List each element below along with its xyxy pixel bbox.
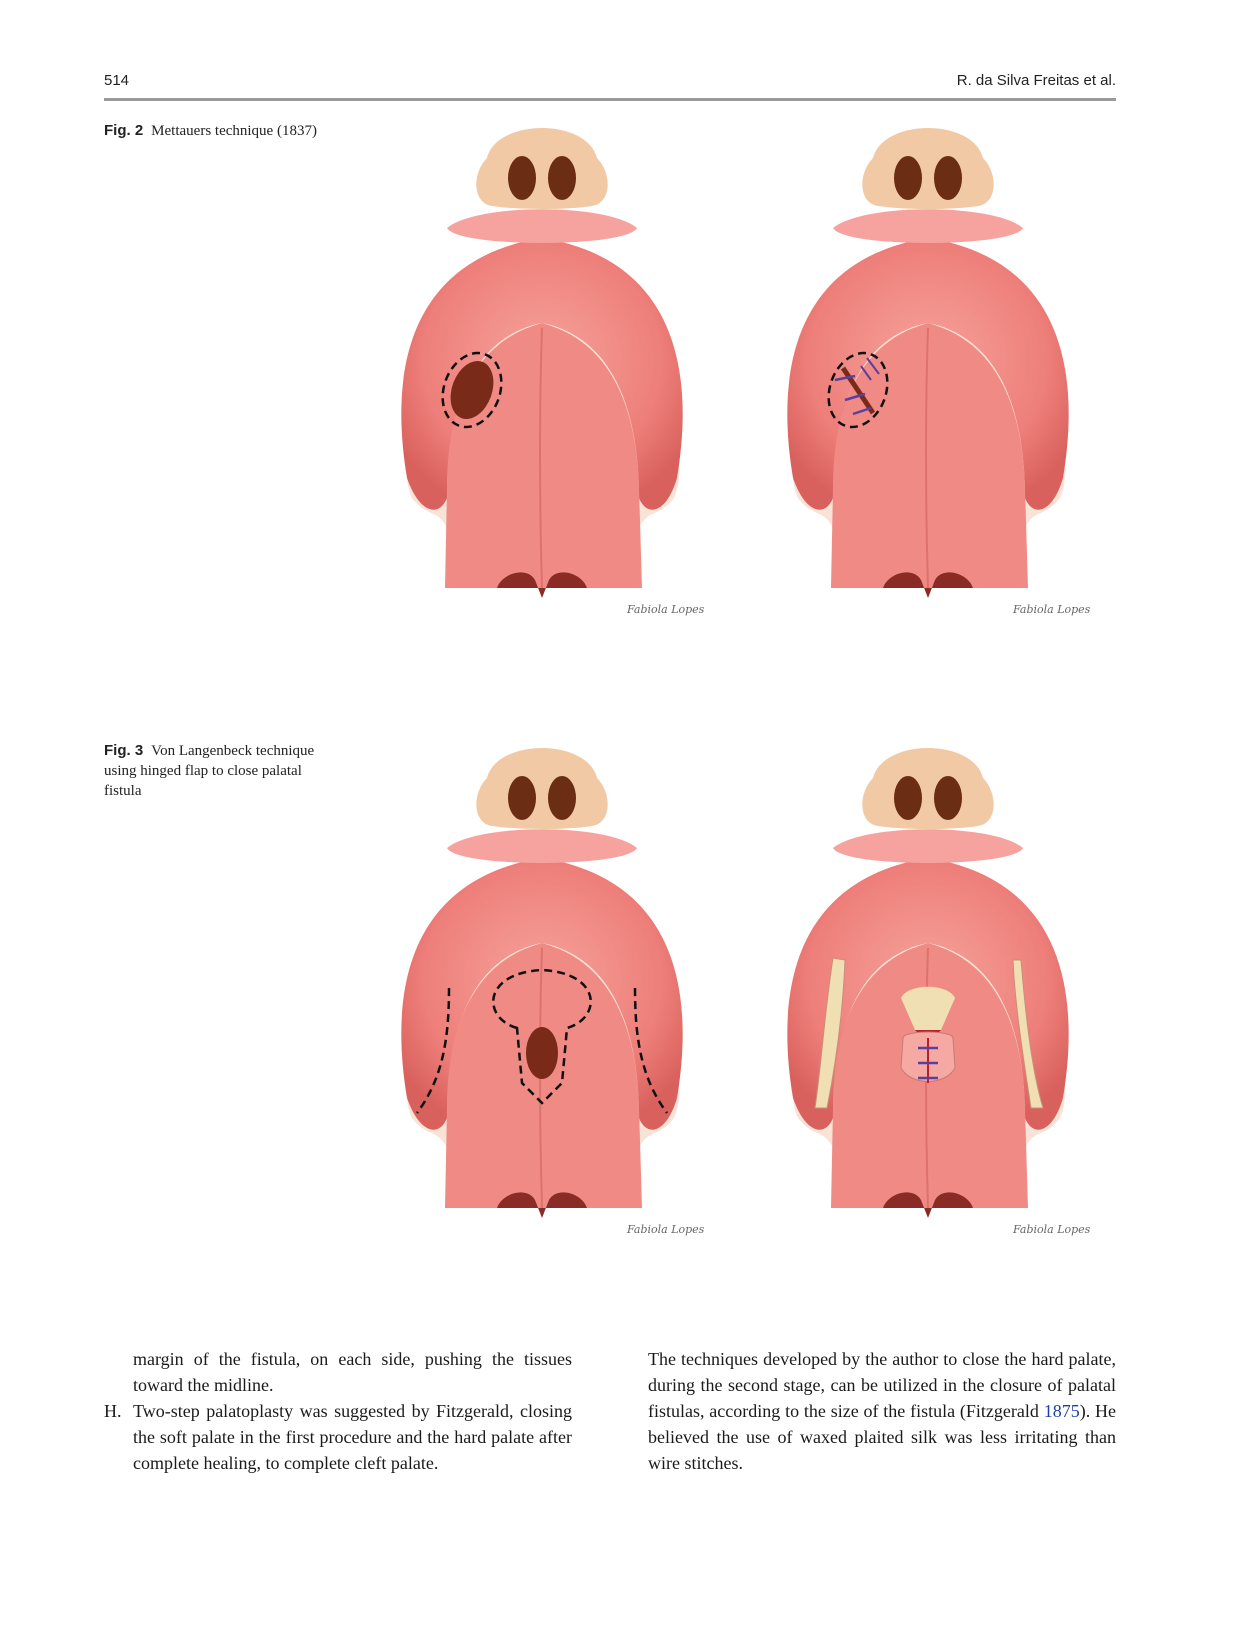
figure-3-panel-before — [377, 738, 707, 1298]
running-head — [104, 72, 1116, 98]
paragraph-text-after-ref: ). He believed the use of waxed plaited silk was less irritating than wire stitches. — [648, 1401, 1116, 1473]
figure-3-panel-after — [763, 738, 1093, 1298]
body-paragraph — [648, 1346, 1116, 1476]
palate-drawing-incision-lines — [377, 738, 707, 1298]
body-column-left — [104, 1346, 572, 1476]
running-author: R. da Silva Freitas et al. — [956, 72, 1116, 89]
list-item-letter: H. — [104, 1401, 122, 1421]
body-column-right — [648, 1346, 1116, 1476]
figure-3-caption — [104, 741, 324, 801]
figure-2-panel-before — [377, 118, 707, 678]
figure-2-caption-text: Mettauers technique (1837) — [151, 123, 317, 139]
figure-2-label: Fig. 2 — [104, 122, 144, 139]
signature: Fabiola Lopes — [627, 603, 705, 616]
continuation-paragraph: margin of the fistula, on each side, pushing the tissues toward the midline. — [133, 1349, 572, 1395]
palate-drawing-fistula — [377, 118, 707, 678]
figure-2-panel-after — [763, 118, 1093, 678]
signature: Fabiola Lopes — [1013, 1223, 1091, 1236]
palate-drawing-sutured — [763, 118, 1093, 678]
header-rule — [104, 98, 1116, 101]
palate-drawing-hinged-flap — [763, 738, 1093, 1298]
figure-3-illustration — [365, 738, 1101, 1298]
signature: Fabiola Lopes — [1013, 603, 1091, 616]
figure-2-illustration — [365, 118, 1101, 678]
figure-3-caption-text: Von Langenbeck technique using hinged flap to close palatal fistula — [104, 743, 315, 799]
page-number: 514 — [104, 72, 130, 89]
list-item-h — [104, 1398, 572, 1476]
signature: Fabiola Lopes — [627, 1223, 705, 1236]
list-item-text: Two-step palatoplasty was suggested by Fitzgerald, closing the soft palate in the first procedure and the hard palate after complete healing, to complete cleft palate. — [133, 1401, 572, 1473]
figure-3-label: Fig. 3 — [104, 742, 144, 759]
reference-link-fitzgerald-1875[interactable]: 1875 — [1043, 1401, 1080, 1421]
paragraph-text-before-ref: The techniques developed by the author to close the hard palate, during the second stage, can be utilized in the closure of palatal fistulas, according to the size of the fistula (Fitzgerald — [648, 1349, 1116, 1421]
figure-2-caption — [104, 121, 324, 141]
